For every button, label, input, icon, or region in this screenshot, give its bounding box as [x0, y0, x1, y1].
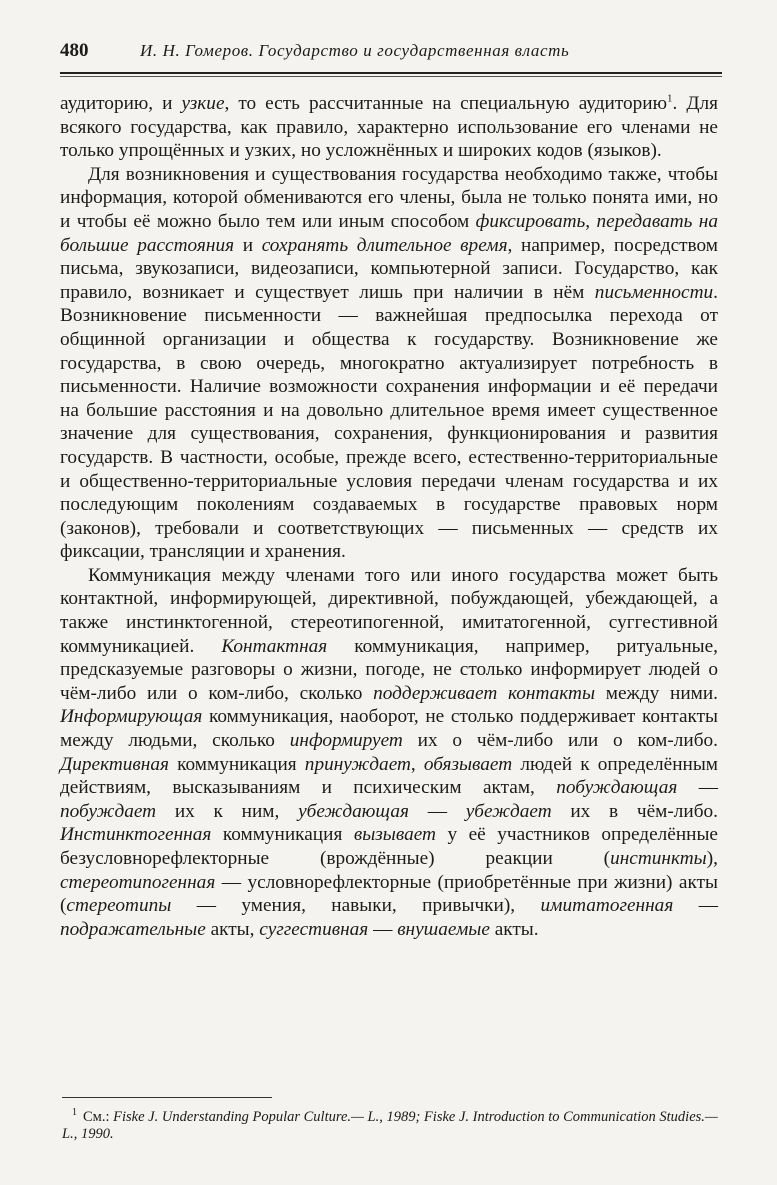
italic-term: обязывает [423, 753, 513, 775]
footnote-rule [62, 1097, 272, 1098]
italic-term: имитатогенная [540, 895, 674, 917]
italic-term: стереотипы [66, 895, 172, 917]
italic-term: вызывает [353, 824, 436, 846]
italic-term: Информирующая [60, 706, 203, 728]
text-run: акты, [205, 918, 260, 940]
text-run: Для возникновения и существования государства необходимо также, чтобы информация, которой обмениваются его члены, была не только понята ими, но и чтобы её можно было тем или иным способом [60, 163, 718, 232]
italic-term: инстинкты [610, 848, 707, 869]
header-rule-thin [60, 76, 722, 77]
italic-term: фиксировать [475, 210, 586, 232]
body-text [60, 92, 718, 941]
page-number: 480 [60, 40, 89, 61]
text-run: коммуникация, например, ритуальные, предсказуемые разговоры о жизни, погоде, не столько информирует людей о чём-либо или о ком-либо, сколько [60, 635, 718, 704]
footnote-text: Fiske J. Understanding Popular Culture.— L., 1989; Fiske J. Introduction to Communication Studies.— L., 1990. [62, 1108, 718, 1142]
italic-term: внушаемые [397, 918, 490, 940]
paragraph [60, 92, 718, 163]
footnote-ref: 1 [667, 92, 673, 105]
italic-term: информирует [289, 730, 403, 752]
text-run: между ними. [595, 682, 718, 704]
text-run: их в чём-либо. [551, 800, 718, 822]
text-run: , то есть рассчитанные на специальную аудиторию [224, 93, 668, 114]
text-run: , например, посредством письма, звукозаписи, видеозаписи, компьютерной записи. Государство, как правило, возникает и существует лишь при наличии в нём [60, 234, 718, 303]
text-run: их к ним, [156, 800, 299, 822]
text-run: . Возникновение письменности — важнейшая предпосылка перехода от общинной организации и общества к государству. Возникновение же государства, в свою очередь, многократно актуализирует потребность в письменности. Наличие возможности сохранения информации и её передачи на большие расстояния и на довольно длительное время имеет существенное значение для существования, сохранения, функционирования и развития государств. В частности, особые, прежде всего, естественно-территориальные и общественно-территориальные условия передачи членам государства и их последующим поколениям создаваемых в государстве правовых норм (законов), требовали и соответствующих — письменных — средств их фиксации, трансляции и хранения. [60, 281, 718, 563]
italic-term: убеждает [465, 800, 552, 822]
italic-term: суггестивная [259, 918, 369, 940]
text-run: — [677, 777, 718, 799]
text-run: коммуникация [211, 824, 354, 846]
paragraph [60, 163, 718, 564]
text-run: аудиторию, и [60, 93, 182, 114]
italic-term: передавать на большие расстояния [60, 210, 719, 256]
italic-term: подражательные [60, 918, 206, 940]
text-run: людей к определённым действиям, высказываниям и психическим актам, [60, 753, 719, 799]
text-run: и [234, 234, 262, 256]
footnote-prefix: См.: [83, 1108, 110, 1125]
italic-term: Директивная [60, 753, 169, 775]
italic-term: принуждает [304, 753, 411, 775]
italic-term: Инстинктогенная [60, 824, 212, 846]
footnote [62, 1104, 722, 1143]
text-run: у её участников определённые безусловнорефлекторные (врождённые) реакции ( [60, 824, 718, 869]
text-run: акты. [489, 918, 539, 940]
paragraph [60, 564, 718, 942]
text-run: — умения, навыки, привычки), [171, 895, 541, 917]
italic-term: узкие [181, 93, 225, 114]
footnote-mark: 1 [72, 1107, 77, 1118]
text-run: коммуникация, наоборот, не столько поддерживает контакты между людьми, сколько [60, 706, 718, 752]
italic-term: Контактная [221, 635, 328, 657]
text-run: — условнорефлекторные (приобретённые при жизни) акты ( [60, 871, 718, 917]
text-run: — [673, 895, 718, 917]
text-run: — [408, 800, 466, 822]
italic-term: побуждает [60, 800, 157, 822]
text-run: . Для всякого государства, как правило, характерно использование его членами не только упрощённых и узких, но усложнённых и широких кодов (языков). [60, 93, 718, 162]
italic-term: сохранять длительное время [261, 234, 508, 256]
text-run: коммуникация [168, 753, 305, 775]
text-run: , [410, 753, 424, 775]
page-header [60, 40, 720, 66]
header-rule [60, 72, 722, 74]
text-run: их о чём-либо или о ком-либо. [402, 730, 718, 752]
italic-term: убеждающая [298, 800, 409, 822]
text-run: , [585, 210, 597, 232]
running-title: И. Н. Гомеров. Государство и государственная власть [140, 41, 570, 60]
italic-term: поддерживает контакты [373, 682, 596, 704]
italic-term: письменности [594, 281, 714, 303]
text-run: Коммуникация между членами того или иного государства может быть контактной, информирующей, директивной, побуждающей, убеждающей, а также инстинктогенной, стереотипогенной, имитатогенной, суггестивной коммуникацией. [60, 564, 718, 657]
text-run: ), [706, 848, 718, 869]
italic-term: побуждающая [556, 777, 678, 799]
text-run: — [368, 918, 398, 940]
italic-term: стереотипогенная [60, 871, 216, 893]
